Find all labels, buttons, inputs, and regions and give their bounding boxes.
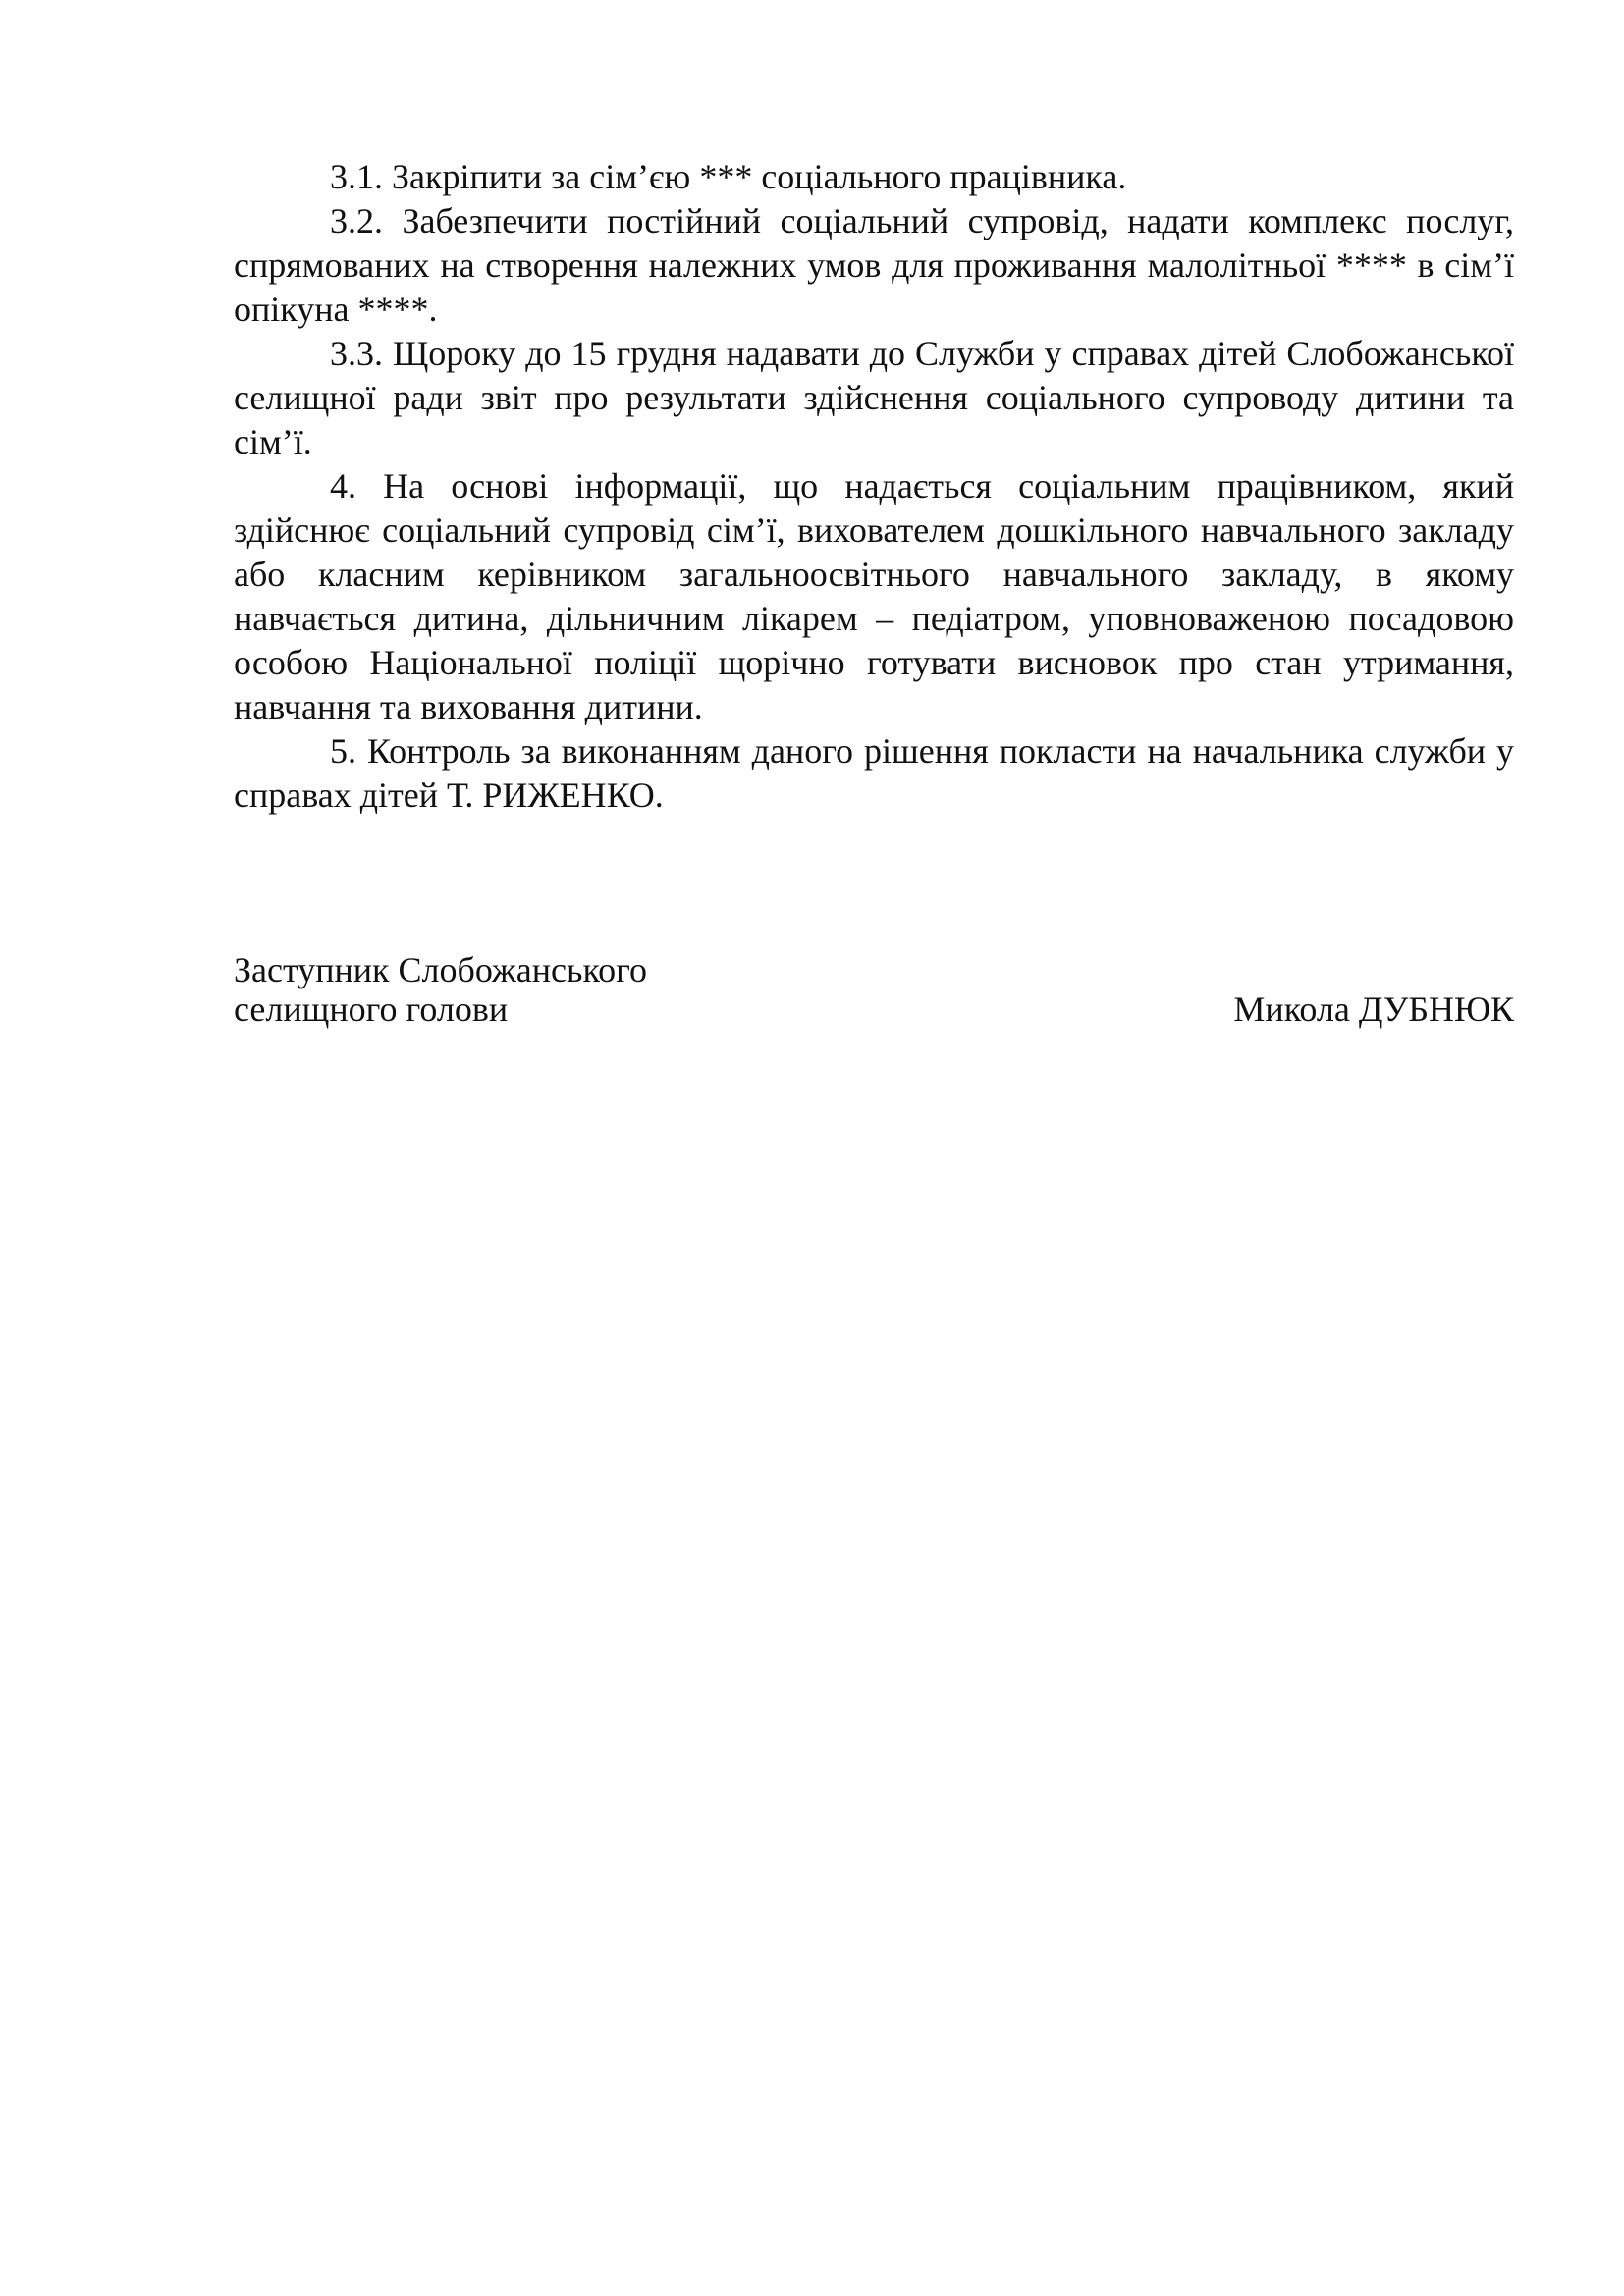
paragraph-4: 4. На основі інформації, що надається соціальним працівником, який здійснює соціальний супровід сім’ї, вихователем дошкільного навчального закладу або класним керівником загальноосвітнього навчального закладу, в якому навчається дитина, дільничним лікарем – педіатром, уповноваженою посадовою особою Національної поліції щорічно готувати висновок про стан утримання, навчання та виховання дитини.: [234, 466, 1514, 726]
signatory-position-line-2: селищного голови: [234, 989, 509, 1029]
signatory-name: Микола ДУБНЮК: [1233, 989, 1514, 1029]
paragraph-3-1: 3.1. Закріпити за сім’єю *** соціального працівника.: [330, 157, 1127, 196]
paragraph-3-2: 3.2. Забезпечити постійний соціальний супровід, надати комплекс послуг, спрямованих на створення належних умов для проживання малолітньої **** в сім’ї опікуна ****.: [234, 201, 1514, 329]
signature-block: [234, 950, 1514, 1029]
paragraph-3-3: 3.3. Щороку до 15 грудня надавати до Служби у справах дітей Слобожанської селищної ради звіт про результати здійснення соціального супроводу дитини та сім’ї.: [234, 334, 1514, 461]
signatory-position-line-1: Заступник Слобожанського: [234, 950, 647, 989]
document-body: [234, 155, 1514, 818]
signature-line: [234, 989, 1514, 1029]
paragraph-5: 5. Контроль за виконанням даного рішення покласти на начальника служби у справах дітей Т. РИЖЕНКО.: [234, 731, 1514, 815]
